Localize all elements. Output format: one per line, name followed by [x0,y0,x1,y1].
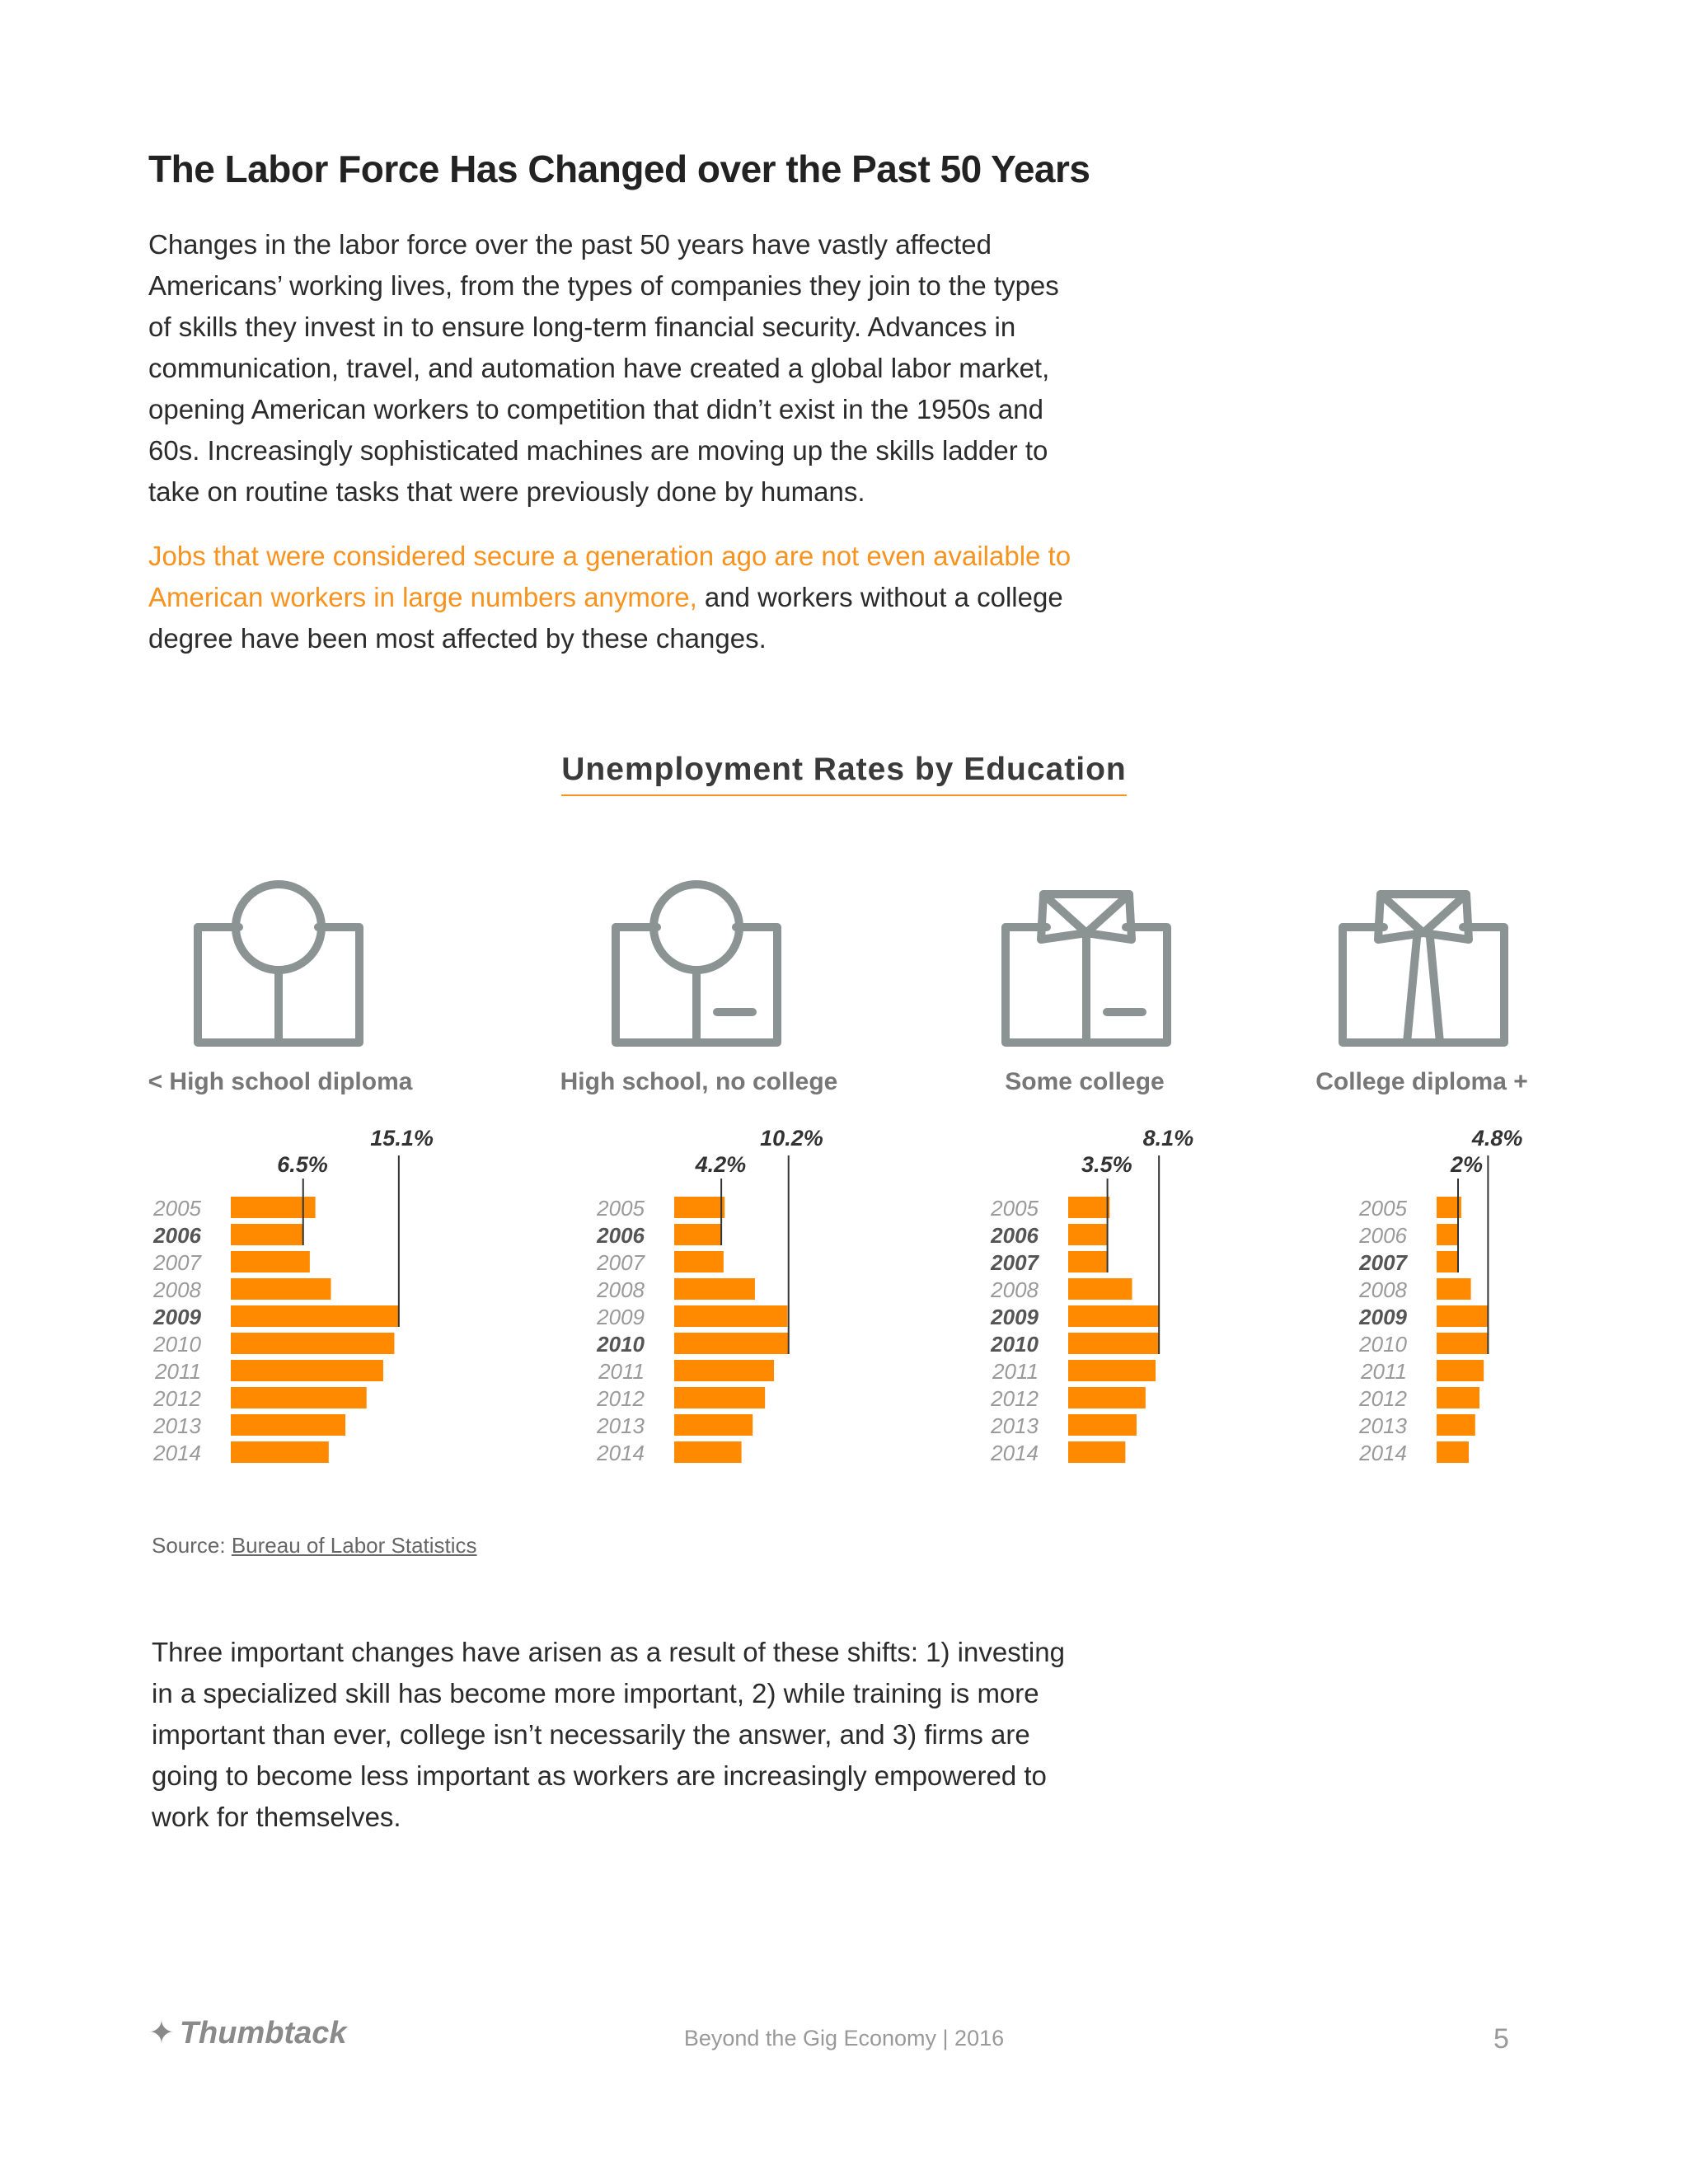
shirt-collarless-icon [198,884,359,1043]
year-label: 2012 [597,1386,645,1411]
year-label: 2014 [1359,1441,1407,1465]
year-label: 2013 [991,1413,1039,1438]
max-value-label: 4.8% [1471,1126,1523,1151]
year-label: 2008 [991,1277,1039,1302]
year-label: 2005 [991,1196,1039,1221]
chart-group-2 [560,884,838,1465]
max-value-label: 10.2% [760,1126,823,1151]
chart-group-3 [990,894,1193,1465]
category-label: Some college [1005,1068,1165,1095]
max-value-label: 15.1% [370,1126,434,1151]
bar-2006 [1437,1224,1458,1245]
max-value-label: 8.1% [1142,1126,1194,1151]
highlight-text: Jobs that were considered secure a generation ago are not even available to American workers in large numbers anymore, [148,541,1071,612]
min-value-label: 3.5% [1081,1152,1132,1177]
bar-2013 [231,1414,345,1436]
bar-2013 [1068,1414,1137,1436]
year-label: 2009 [991,1305,1039,1329]
bar-2010 [1437,1333,1488,1354]
bar-2014 [1437,1441,1469,1463]
bar-2009 [674,1305,787,1327]
bar-2007 [674,1251,724,1272]
year-label: 2005 [597,1196,645,1221]
chart-title [0,752,1688,796]
year-label: 2013 [597,1413,645,1438]
year-label: 2006 [1359,1223,1407,1248]
year-label: 2011 [1361,1359,1407,1384]
min-value-label: 4.2% [695,1152,747,1177]
year-label: 2011 [992,1359,1039,1384]
bar-2008 [1068,1278,1132,1300]
year-label: 2010 [597,1332,645,1357]
shirt-outline [1343,927,1504,1043]
bar-2008 [231,1278,331,1300]
year-label: 2006 [153,1223,201,1248]
bar-2009 [1068,1305,1159,1327]
bar-2014 [1068,1441,1125,1463]
bar-2006 [674,1224,721,1245]
footer-text: Beyond the Gig Economy | 2016 [683,2026,1005,2050]
intro-paragraph: Changes in the labor force over the past 50 years have vastly affected Americans’ working lives, from the types of companies they join to the types of skills they invest in to ensure long-term financial security. Advances in communication, travel, and automation have created a global labor market, opening American workers to competition that didn’t exist in the 1950s and 60s. Increasingly sophisticated machines are moving up the skills ladder to take on routine tasks that were previously done by humans. [148,229,1059,507]
shirt-collar-v [1043,894,1129,933]
year-label: 2008 [1359,1277,1407,1302]
bar-2013 [1437,1414,1475,1436]
year-label: 2007 [991,1250,1039,1275]
year-label: 2008 [597,1277,645,1302]
bar-2011 [1068,1360,1156,1381]
year-label: 2012 [153,1386,201,1411]
bar-2012 [1068,1387,1146,1408]
shirt-neck [236,884,321,970]
year-label: 2013 [1359,1413,1407,1438]
year-label: 2010 [153,1332,201,1357]
category-label: College diploma + [1315,1068,1528,1095]
bar-2010 [674,1333,789,1354]
year-label: 2006 [597,1223,645,1248]
bar-2006 [231,1224,303,1245]
bar-2010 [1068,1333,1159,1354]
year-label: 2010 [1359,1332,1407,1357]
chart-title-text: Unemployment Rates by Education [561,752,1126,796]
bar-2007 [1068,1251,1108,1272]
min-value-label: 6.5% [277,1152,328,1177]
bar-2011 [674,1360,774,1381]
category-label: < High school diploma [148,1068,413,1095]
year-label: 2011 [598,1359,645,1384]
source-line [152,1533,477,1558]
bar-2009 [1437,1305,1488,1327]
year-label: 2007 [597,1250,645,1275]
bar-2011 [1437,1360,1484,1381]
year-label: 2007 [1359,1250,1407,1275]
year-label: 2008 [153,1277,201,1302]
shirt-tie-icon [1343,894,1504,1043]
bar-2012 [231,1387,367,1408]
year-label: 2012 [991,1386,1039,1411]
year-label: 2005 [153,1196,201,1221]
shirt-collar-v [1381,894,1466,933]
min-value-label: 2% [1450,1152,1483,1177]
bar-2009 [231,1305,399,1327]
pushpin-icon: ✦ [148,2016,175,2050]
bar-2014 [674,1441,742,1463]
year-label: 2009 [597,1305,645,1329]
year-label: 2007 [153,1250,201,1275]
source-label: Source: [152,1533,232,1558]
year-label: 2014 [597,1441,645,1465]
page-number: 5 [1493,2023,1509,2055]
closing-paragraph: Three important changes have arisen as a result of these shifts: 1) investing in a specialized skill has become more important, 2) while training is more important than ever, college isn’t necessarily the answer, and 3) firms are going to become less important as workers are increasingly empowered to work for themselves. [152,1637,1065,1832]
bar-2012 [1437,1387,1479,1408]
bar-2007 [231,1251,310,1272]
year-label: 2013 [153,1413,201,1438]
bar-2008 [1437,1278,1471,1300]
year-label: 2012 [1359,1386,1407,1411]
year-label: 2009 [153,1305,201,1329]
year-label: 2009 [1359,1305,1407,1329]
bar-2014 [231,1441,329,1463]
bar-2011 [231,1360,383,1381]
year-label: 2014 [991,1441,1039,1465]
year-label: 2011 [155,1359,201,1384]
chart-group-1 [148,884,434,1465]
logo-text: Thumbtack [179,2016,347,2050]
category-label: High school, no college [560,1068,838,1095]
chart-group-4 [1315,894,1528,1465]
shirt-collar-icon [1006,894,1167,1043]
year-label: 2014 [153,1441,201,1465]
year-label: 2005 [1359,1196,1407,1221]
year-label: 2006 [991,1223,1039,1248]
bar-2005 [674,1197,724,1218]
bar-2010 [231,1333,394,1354]
bar-2007 [1437,1251,1458,1272]
source-link[interactable]: Bureau of Labor Statistics [231,1533,477,1558]
shirt-neck [654,884,739,970]
bar-2005 [1068,1197,1109,1218]
bar-2008 [674,1278,755,1300]
page-title: The Labor Force Has Changed over the Past 50 Years [148,148,1090,190]
shirt-pocket-icon [616,884,777,1043]
bar-2006 [1068,1224,1108,1245]
bar-2013 [674,1414,753,1436]
highlight-paragraph [148,536,1088,659]
bar-2012 [674,1387,765,1408]
highlight-rest-text: and workers without a college degree have been most affected by these changes. [148,582,1063,654]
unemployment-chart [0,857,1688,1483]
necktie [1407,938,1440,1043]
year-label: 2010 [991,1332,1039,1357]
